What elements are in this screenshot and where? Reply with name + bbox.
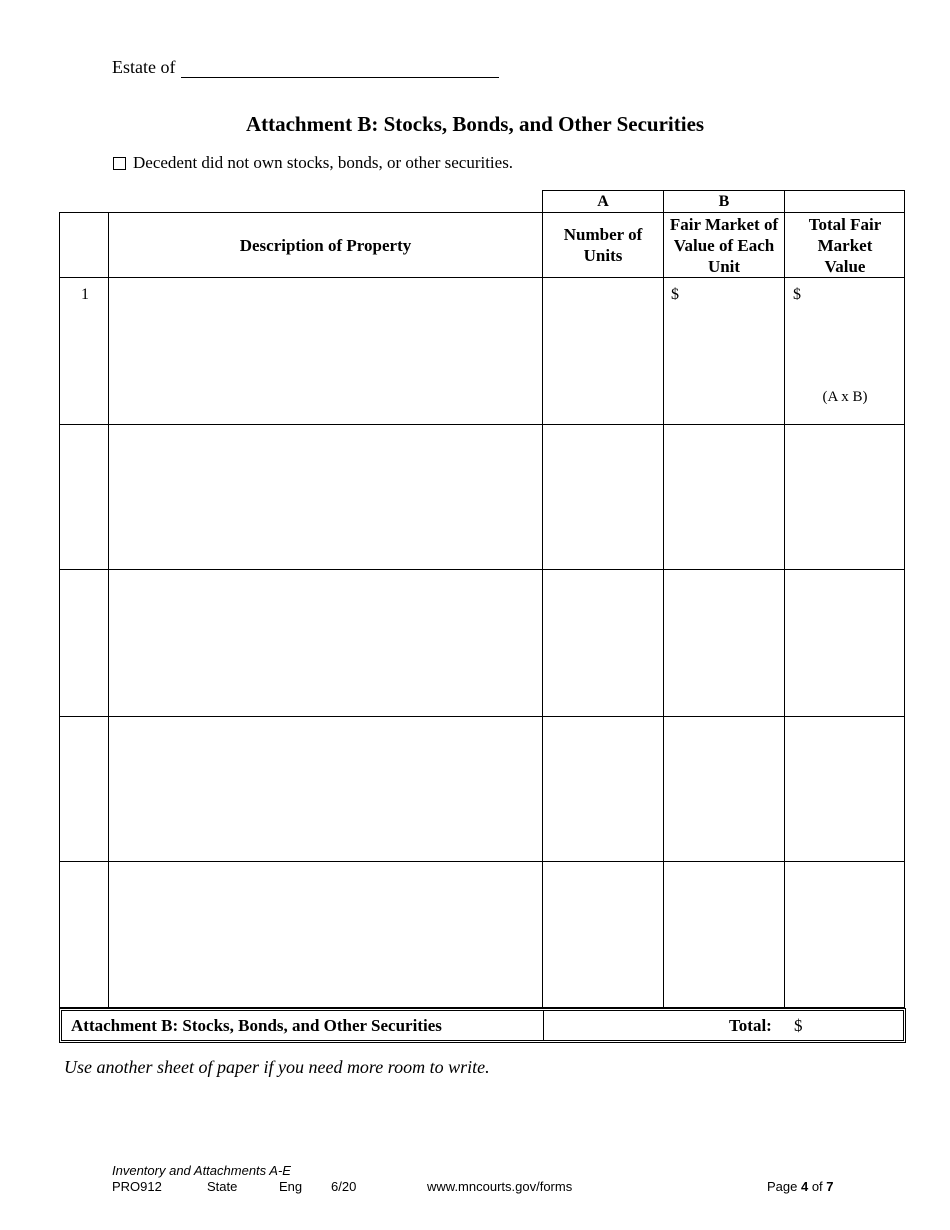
- formula-note: (A x B): [822, 389, 868, 405]
- table-divider: [542, 213, 543, 1007]
- footer-website: www.mncourts.gov/forms: [427, 1179, 573, 1194]
- securities-table: [59, 212, 905, 1008]
- estate-of-field: [112, 56, 499, 78]
- table-divider: [784, 213, 785, 1007]
- no-securities-label: Decedent did not own stocks, bonds, or other securities.: [133, 153, 514, 172]
- table-divider: [108, 213, 109, 1007]
- column-letter-a: A: [542, 190, 664, 213]
- footer-language: Eng: [279, 1179, 303, 1194]
- table-divider: [60, 569, 904, 570]
- totals-row: [59, 1008, 906, 1043]
- table-divider: [60, 716, 904, 717]
- header-description: Description of Property: [239, 235, 412, 255]
- page-title: Attachment B: Stocks, Bonds, and Other Securities: [245, 112, 705, 136]
- estate-of-label: Estate of: [112, 57, 176, 77]
- table-divider: [60, 424, 904, 425]
- total-label: Total:: [729, 1016, 772, 1035]
- footer-jurisdiction: State: [207, 1179, 238, 1194]
- total-dollar: $: [794, 1016, 803, 1035]
- header-total-value: Total Fair Market Value: [808, 214, 882, 276]
- footer-form-id: PRO912: [112, 1179, 162, 1194]
- header-units: Number of Units: [563, 225, 643, 265]
- table-divider: [663, 213, 664, 1007]
- footer-revision: 6/20: [331, 1179, 357, 1194]
- table-divider: [60, 861, 904, 862]
- unit-value-dollar: $: [671, 286, 679, 303]
- header-unit-value: Fair Market of Value of Each Unit: [669, 214, 779, 276]
- table-divider: [543, 1011, 544, 1040]
- totals-label: Attachment B: Stocks, Bonds, and Other Securities: [71, 1016, 442, 1035]
- page-footer: [112, 1163, 852, 1196]
- estate-name-blank[interactable]: [181, 57, 499, 78]
- row-number: 1: [81, 286, 89, 303]
- footer-form-title: Inventory and Attachments A-E: [112, 1163, 291, 1178]
- instruction-note: Use another sheet of paper if you need more room to write.: [64, 1057, 490, 1077]
- no-securities-checkbox-row: [113, 151, 513, 175]
- column-letter-total: [784, 190, 905, 213]
- total-value-dollar: $: [793, 286, 801, 303]
- footer-page-number: Page 4 of 7: [767, 1179, 834, 1194]
- column-letter-b: B: [663, 190, 785, 213]
- table-divider: [60, 277, 904, 278]
- no-securities-checkbox[interactable]: [113, 157, 126, 170]
